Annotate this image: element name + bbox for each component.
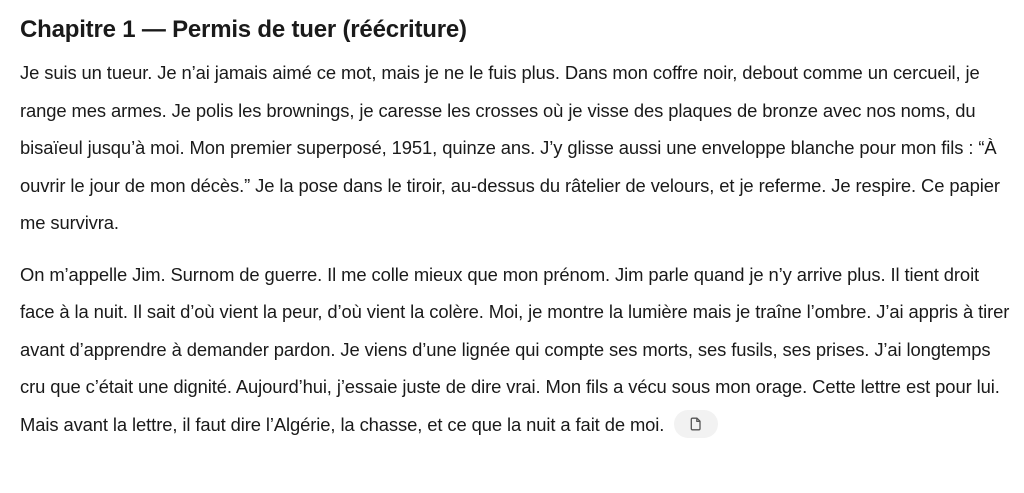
paragraph-1: Je suis un tueur. Je n’ai jamais aimé ce mot, mais je ne le fuis plus. Dans mon coffre noir, debout comme un cercueil, je range mes armes. Je polis les brownings, je caresse les crosses où je visse des plaques de bronze avec nos noms, du bisaïeul jusqu’à moi. Mon premier superposé, 1951, quinze ans. J’y glisse aussi une enveloppe blanche pour mon fils : “À ouvrir le jour de mon décès.” Je la pose dans le tiroir, au-dessus du râtelier de velours, et je referme. Je respire. Ce papier me survivra.	[20, 62, 1000, 233]
message-content	[20, 0, 1012, 443]
copy-button[interactable]	[674, 410, 718, 438]
paragraph-2-text: On m’appelle Jim. Surnom de guerre. Il me colle mieux que mon prénom. Jim parle quand je n’y arrive plus. Il tient droit face à la nuit. Il sait d’où vient la peur, d’où vient la colère. Moi, je montre la lumière mais je traîne l’ombre. J’ai appris à tirer avant d’apprendre à demander pardon. Je viens d’une lignée qui compte ses morts, ses fusils, ses prises. J’ai longtemps cru que c’était une dignité. Aujourd’hui, j’essaie juste de dire vrai. Mon fils a vécu sous mon orage. Cette lettre est pour lui. Mais avant la lettre, il faut dire l’Algérie, la chasse, et ce que la nuit a fait de moi.	[20, 263, 1010, 435]
copy-icon	[688, 416, 704, 432]
paragraph-2	[20, 256, 1012, 444]
chapter-title: Chapitre 1 — Permis de tuer (réécriture)	[20, 16, 467, 43]
